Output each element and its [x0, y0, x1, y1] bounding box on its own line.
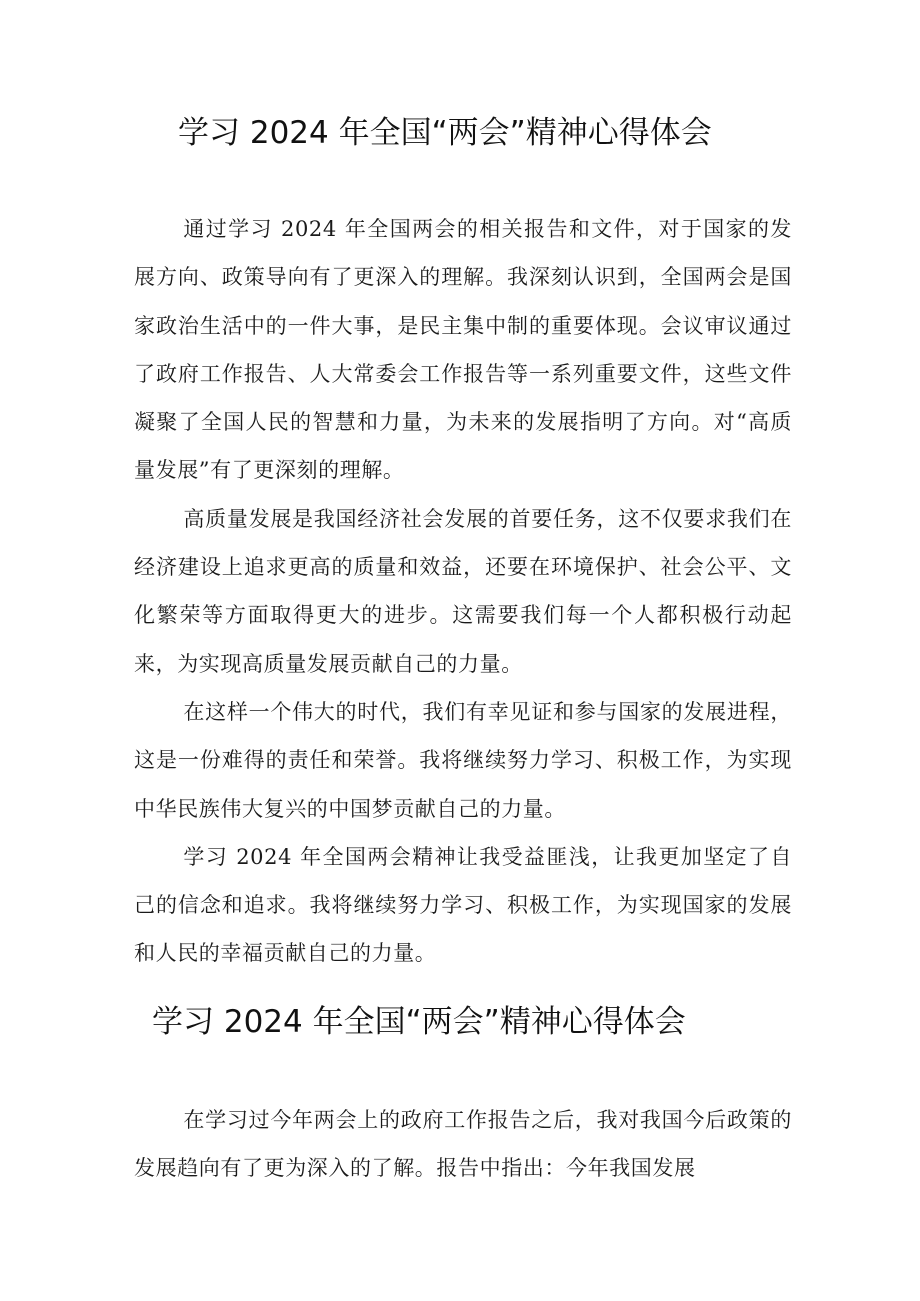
paragraph: 在学习过今年两会上的政府工作报告之后，我对我国今后政策的发展趋向有了更为深入的了解。报告中指出：今年我国发展	[134, 1108, 792, 1181]
paragraph: 高质量发展是我国经济社会发展的首要任务，这不仅要求我们在经济建设上追求更高的质量和效益，还要在环境保护、社会公平、文化繁荣等方面取得更大的进步。这需要我们每一个人都积极行动起来，为实现高质量发展贡献自己的力量。	[134, 506, 792, 676]
paragraph: 通过学习 2024 年全国两会的相关报告和文件，对于国家的发展方向、政策导向有了更深入的理解。我深刻认识到，全国两会是国家政治生活中的一件大事，是民主集中制的重要体现。会议审议通过了政府工作报告、人大常委会工作报告等一系列重要文件，这些文件凝聚了全国人民的智慧和力量，为未来的发展指明了方向。对“高质量发展”有了更深刻的理解。	[134, 217, 792, 483]
article-body	[134, 205, 792, 978]
document-title: 学习 2024 年全国“两会”精神心得体会	[178, 115, 712, 151]
article-body	[134, 1096, 792, 1193]
paragraph: 学习 2024 年全国两会精神让我受益匪浅，让我更加坚定了自己的信念和追求。我将继续努力学习、积极工作，为实现国家的发展和人民的幸福贡献自己的力量。	[134, 844, 792, 966]
paragraph: 在这样一个伟大的时代，我们有幸见证和参与国家的发展进程，这是一份难得的责任和荣誉。我将继续努力学习、积极工作，为实现中华民族伟大复兴的中国梦贡献自己的力量。	[134, 699, 792, 821]
document-title: 学习 2024 年全国“两会”精神心得体会	[152, 1004, 686, 1040]
